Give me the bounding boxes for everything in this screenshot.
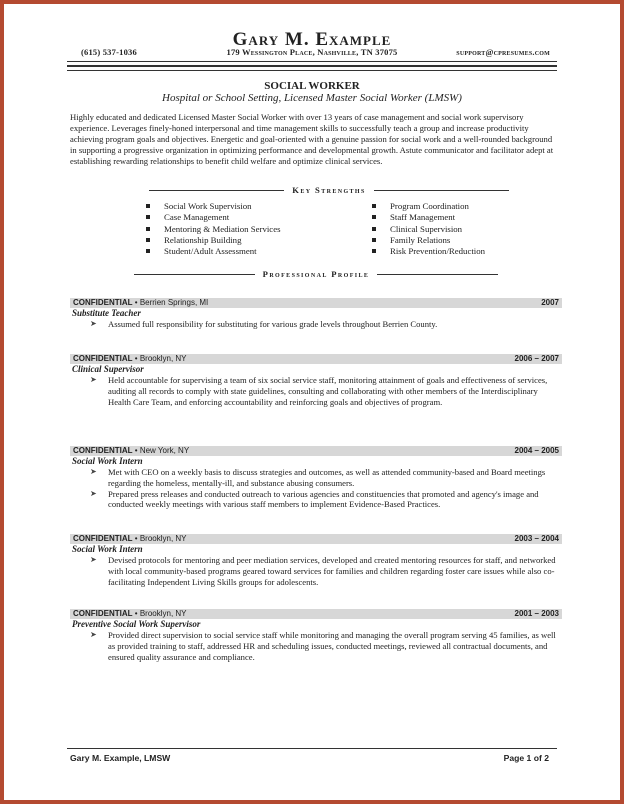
job-header-bar: CONFIDENTIAL • Brooklyn, NY 2001 – 2003	[70, 609, 562, 619]
bullet-icon	[372, 215, 376, 219]
heading-rule-left	[134, 274, 255, 275]
key-strengths-label: Key Strengths	[292, 185, 366, 195]
strength-item: Social Work Supervision	[146, 201, 281, 212]
job-header-bar: CONFIDENTIAL • Berrien Springs, MI 2007	[70, 298, 562, 308]
duty-item: ➤ Provided direct supervision to social service staff while monitoring and managing the overall program serving 45 families, as well as provided training to staff, addressed HR and scheduling issues, conducted meetings, reviewed all contractual documents, and ensured quality assurance and compliance.	[90, 630, 556, 662]
arrow-bullet-icon: ➤	[90, 630, 97, 639]
address: 179 Wessington Place, Nashville, TN 37075	[226, 47, 398, 57]
heading-rule-left	[149, 190, 284, 191]
job-company: CONFIDENTIAL	[73, 446, 133, 455]
bullet-icon	[372, 227, 376, 231]
bullet-icon	[146, 238, 150, 242]
duty-item: ➤ Devised protocols for mentoring and peer mediation services, developed and created mentoring resources for staff, and networked with local community-based programs geared toward services for families and children regarding foster care issues while also co-facilitating Independent Living Skills groups for adolescents.	[90, 555, 556, 587]
professional-profile-heading	[134, 269, 498, 279]
job-entry	[70, 298, 562, 330]
bullet-icon	[372, 238, 376, 242]
professional-profile-label: Professional Profile	[262, 269, 370, 279]
header-divider-bottom	[67, 70, 557, 71]
header-divider-top	[67, 61, 557, 62]
job-company: CONFIDENTIAL	[73, 298, 133, 307]
strengths-list-left	[146, 201, 281, 257]
bullet-icon	[146, 204, 150, 208]
strength-item: Family Relations	[372, 235, 485, 246]
job-title: Preventive Social Work Supervisor	[72, 619, 201, 629]
email-address: support@cpresumes.com	[456, 47, 550, 57]
strength-item: Mentoring & Mediation Services	[146, 224, 281, 235]
job-entry	[70, 354, 562, 407]
strength-item: Program Coordination	[372, 201, 485, 212]
heading-rule-right	[374, 190, 509, 191]
job-location: New York, NY	[139, 446, 190, 455]
strength-item: Case Management	[146, 212, 281, 223]
arrow-bullet-icon: ➤	[90, 375, 97, 384]
strength-item: Risk Prevention/Reduction	[372, 246, 485, 257]
strength-item: Clinical Supervision	[372, 224, 485, 235]
job-title: Substitute Teacher	[72, 308, 141, 318]
job-location: Brooklyn, NY	[139, 609, 187, 618]
heading-rule-right	[377, 274, 498, 275]
arrow-bullet-icon: ➤	[90, 555, 97, 564]
job-dates: 2004 – 2005	[514, 446, 559, 455]
job-dates: 2003 – 2004	[514, 534, 559, 543]
job-location: Berrien Springs, MI	[139, 298, 209, 307]
duty-item: ➤ Assumed full responsibility for substituting for various grade levels throughout Berrien County.	[90, 319, 438, 329]
phone-number: (615) 537-1036	[81, 47, 137, 57]
candidate-name: Gary M. Example	[232, 29, 392, 50]
duty-item: ➤ Met with CEO on a weekly basis to discuss strategies and outcomes, as well as attended community-based and Board meetings regarding the homeless, mentally-ill, and substance abusing consumers.	[90, 467, 546, 488]
job-title: Social Work Intern	[72, 456, 143, 466]
job-duties	[70, 375, 562, 407]
job-duties	[70, 467, 562, 510]
job-company: CONFIDENTIAL	[73, 534, 133, 543]
duty-item: ➤ Prepared press releases and conducted outreach to various agencies and constituencies that promoted and agency's image and conducted weekly meetings with various staff members to implement Evidence-Based Practices.	[90, 488, 539, 510]
job-header-bar: CONFIDENTIAL • Brooklyn, NY 2006 – 2007	[70, 354, 562, 364]
job-company: CONFIDENTIAL	[73, 609, 133, 618]
resume-page	[4, 4, 620, 800]
job-entry	[70, 534, 562, 587]
job-location: Brooklyn, NY	[139, 534, 187, 543]
job-entry	[70, 446, 562, 510]
arrow-bullet-icon: ➤	[90, 319, 97, 328]
strength-item: Staff Management	[372, 212, 485, 223]
job-duties	[70, 630, 562, 662]
job-title: Clinical Supervisor	[72, 364, 144, 374]
job-company: CONFIDENTIAL	[73, 354, 133, 363]
headline-title: SOCIAL WORKER	[264, 80, 360, 92]
bullet-icon	[146, 227, 150, 231]
job-duties	[70, 319, 562, 330]
page-frame	[4, 4, 620, 800]
job-entry	[70, 609, 562, 662]
job-dates: 2001 – 2003	[514, 609, 559, 618]
job-header-bar: CONFIDENTIAL • New York, NY 2004 – 2005	[70, 446, 562, 456]
duty-item: ➤ Held accountable for supervising a team of six social service staff, monitoring attainment of goals and effectiveness of services, auditing all records to comply with state guidelines, consulting and collaborating with other members of the Interdisciplinary Health Care Team, and enforcing accountability and reinforcing goals and objectives of program.	[90, 375, 548, 407]
bullet-icon	[372, 249, 376, 253]
strengths-list-right	[372, 201, 485, 257]
job-duties	[70, 555, 562, 587]
page-number: Page 1 of 2	[503, 753, 549, 763]
strength-item: Student/Adult Assessment	[146, 246, 281, 257]
job-dates: 2007	[541, 298, 559, 307]
arrow-bullet-icon: ➤	[90, 488, 97, 498]
bullet-icon	[146, 215, 150, 219]
job-location: Brooklyn, NY	[139, 354, 187, 363]
arrow-bullet-icon: ➤	[90, 467, 97, 476]
job-dates: 2006 – 2007	[514, 354, 559, 363]
key-strengths-heading	[149, 185, 509, 195]
footer-divider	[67, 748, 557, 749]
header-divider-middle	[67, 65, 557, 67]
job-header-bar: CONFIDENTIAL • Brooklyn, NY 2003 – 2004	[70, 534, 562, 544]
footer-name: Gary M. Example, LMSW	[70, 753, 171, 763]
bullet-icon	[146, 249, 150, 253]
strength-item: Relationship Building	[146, 235, 281, 246]
bullet-icon	[372, 204, 376, 208]
headline-subtitle: Hospital or School Setting, Licensed Master Social Worker (LMSW)	[162, 92, 462, 104]
summary-paragraph: Highly educated and dedicated Licensed Master Social Worker with over 13 years of case management and social work supervisory experience. Leverages finely-honed interpersonal and time management skills to successfully teach a group and increase productivity achieving program goals and objectives. Energetic and goal-oriented with a genuine passion for social work and a well-rounded background in supporting a progressive organization in optimizing performance and developmental growth. Astute communicator and facilitator adept at establishing rewarding relationships to benefit child welfare and optimize clinical services.	[70, 112, 554, 166]
job-title: Social Work Intern	[72, 544, 143, 554]
